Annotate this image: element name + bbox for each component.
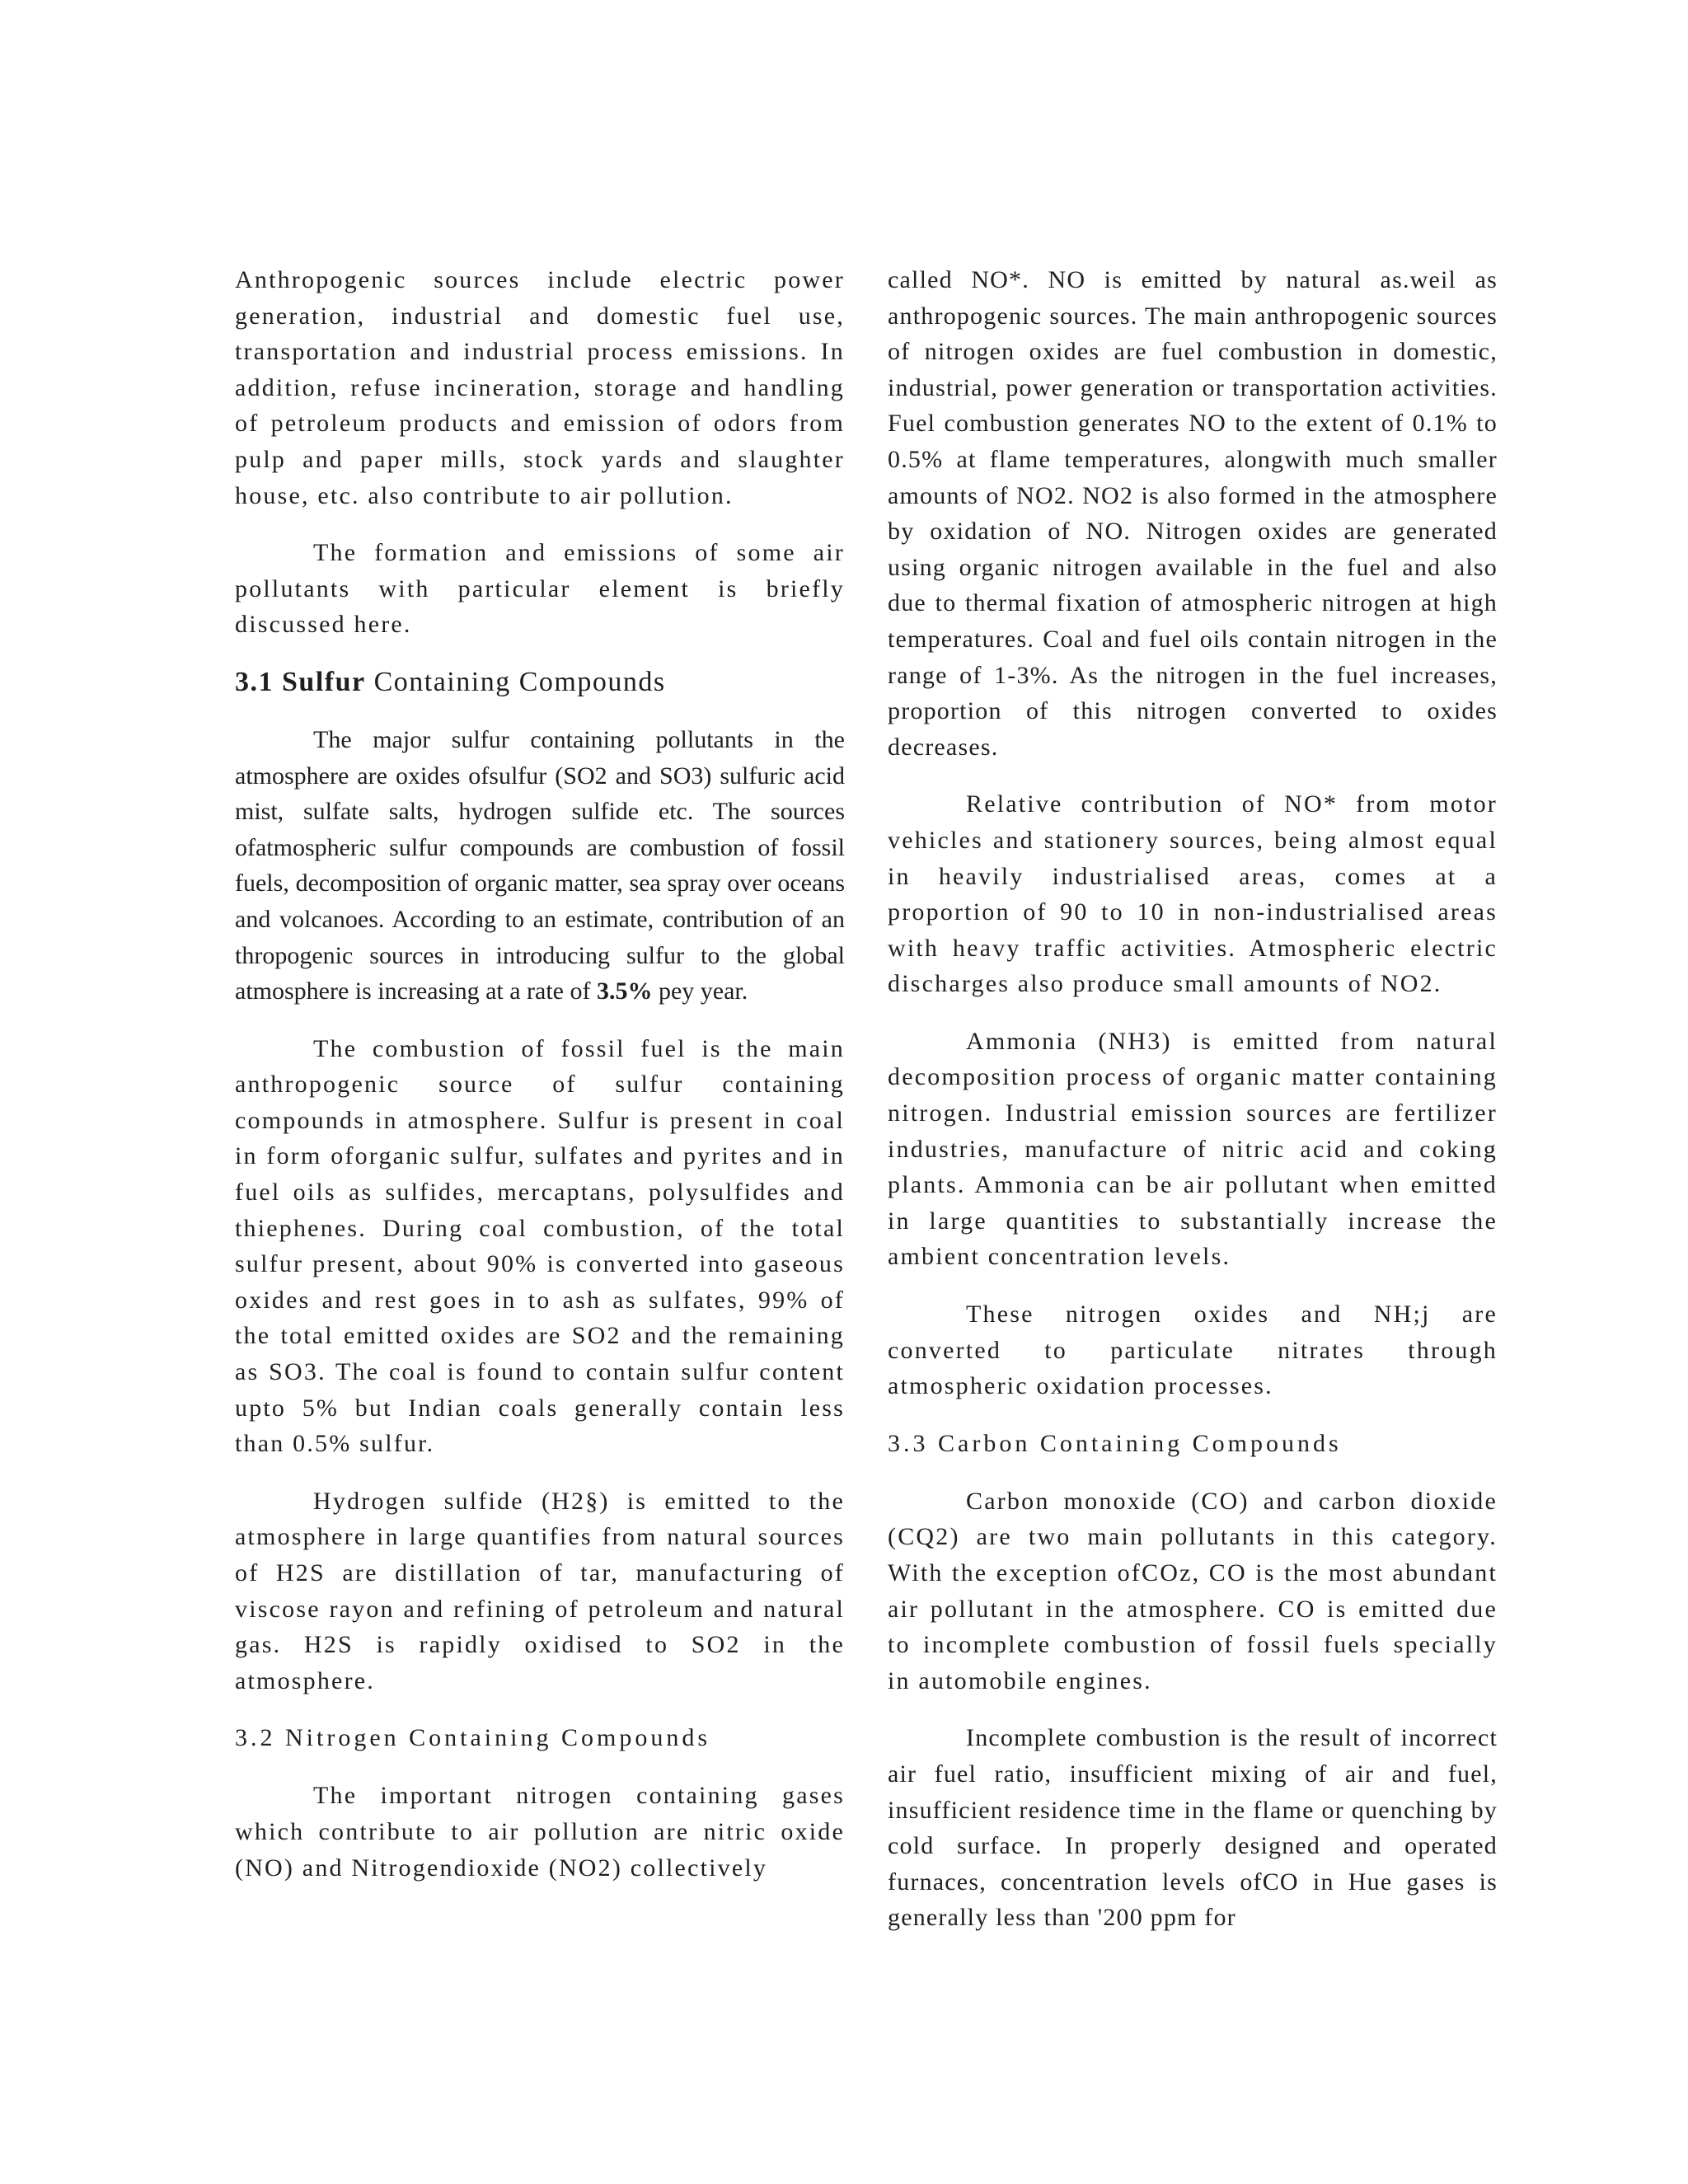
section-heading-3-1 [235, 664, 845, 701]
paragraph-fossil-fuel-combustion: The combustion of fossil fuel is the main anthropogenic source of sulfur containing compounds in atmosphere. Sulfur is present in coal in form oforganic sulfur, sulfates and pyrites and in fuel oils as sulfides, mercaptans, polysulfides and thiephenes. During coal combustion, of the total sulfur present, about 90% is converted into gaseous oxides and rest goes in to ash as sulfates, 99% of the total emitted oxides are SO2 and the remaining as SO3. The coal is found to contain sulfur content upto 5% but Indian coals generally contain less than 0.5% sulfur. [235, 1034, 845, 1458]
paragraph-sulfur-pollutants-main: The major sulfur containing pollutants in the atmosphere are oxides ofsulfur (SO2 and SO3) sulfuric acid mist, sulfate salts, hydrogen sulfide etc. The sources ofatmospheric sulfur compounds are combustion of fossil fuels, decomposition of organic matter, sea spray over oceans and volcanoes. According to an estimate, contribution of an thropogenic sources in introducing sulfur to the global atmosphere is increasing at a rate of [235, 725, 845, 1005]
paragraph-nox-sources: called NO*. NO is emitted by natural as.weil as anthropogenic sources. The main anthropogenic sources of nitrogen oxides are fuel combustion in domestic, industrial, power generation or transportation activities. Fuel combustion generates NO to the extent of 0.1% to 0.5% at flame temperatures, alongwith much smaller amounts of NO2. NO2 is also formed in the atmosphere by oxidation of NO. Nitrogen oxides are generated using organic nitrogen available in the fuel and also due to thermal fixation of atmospheric nitrogen at high temperatures. Coal and fuel oils contain nitrogen in the range of 1-3%. As the nitrogen in the fuel increases, proportion of this nitrogen converted to oxides decreases. [888, 266, 1498, 761]
section-heading-3-3: 3.3 Carbon Containing Compounds [888, 1429, 1342, 1457]
paragraph-incomplete-combustion: Incomplete combustion is the result of incorrect air fuel ratio, insufficient mixing of air and fuel, insufficient residence time in the flame or quenching by cold surface. In properly designed and operated furnaces, concentration levels ofCO in Hue gases is generally less than '200 ppm for [888, 1724, 1498, 1932]
paragraph-sulfur-pollutants-tail: pey year. [652, 977, 748, 1005]
paragraph-nitrates: These nitrogen oxides and NH;j are converted to particulate nitrates through atmospheric oxidation processes. [888, 1301, 1498, 1400]
paragraph-anthropogenic-sources: Anthropogenic sources include electric power generation, industrial and domestic fuel use, transportation and industrial process emissions. In addition, refuse incineration, storage and handling of petroleum products and emission of odors from pulp and paper mills, stock yards and slaughter house, etc. also contribute to air pollution. [235, 266, 845, 509]
section-heading-3-1-bold: 3.1 Sulfur [235, 666, 366, 697]
paragraph-nitrogen-gases: The important nitrogen containing gases which contribute to air pollution are nitric oxide (NO) and Nitrogendioxide (NO2) collectively [235, 1782, 845, 1882]
left-column [235, 262, 845, 1907]
paragraph-formation-intro: The formation and emissions of some air pollutants with particular element is briefly discussed here. [235, 539, 845, 639]
paragraph-ammonia: Ammonia (NH3) is emitted from natural decomposition process of organic matter containing nitrogen. Industrial emission sources are fertilizer industries, manufacture of nitric acid and coking plants. Ammonia can be air pollutant when emitted in large quantities to substantially increase the ambient concentration levels. [888, 1027, 1498, 1271]
paragraph-carbon-monoxide: Carbon monoxide (CO) and carbon dioxide (CQ2) are two main pollutants in this category. With the exception ofCOz, CO is the most abundant air pollutant in the atmosphere. CO is emitted due to incomplete combustion of fossil fuels specially in automobile engines. [888, 1487, 1498, 1694]
section-heading-3-2: 3.2 Nitrogen Containing Compounds [235, 1724, 710, 1752]
paragraph-sulfur-rate: 3.5% [596, 977, 653, 1005]
right-column [888, 262, 1498, 1957]
paragraph-relative-contribution: Relative contribution of NO* from motor vehicles and stationery sources, being almost equal in heavily industrialised areas, comes at a proportion of 90 to 10 in non-industrialised areas with heavy traffic activities. Atmospheric electric discharges also produce small amounts of NO2. [888, 790, 1498, 998]
paragraph-sulfur-pollutants [235, 722, 845, 1010]
section-heading-3-1-rest: Containing Compounds [365, 666, 666, 697]
paragraph-hydrogen-sulfide: Hydrogen sulfide (H2§) is emitted to the atmosphere in large quantifies from natural sources of H2S are distillation of tar, manufacturing of viscose rayon and refining of petroleum and natural gas. H2S is rapidly oxidised to SO2 in the atmosphere. [235, 1487, 845, 1694]
